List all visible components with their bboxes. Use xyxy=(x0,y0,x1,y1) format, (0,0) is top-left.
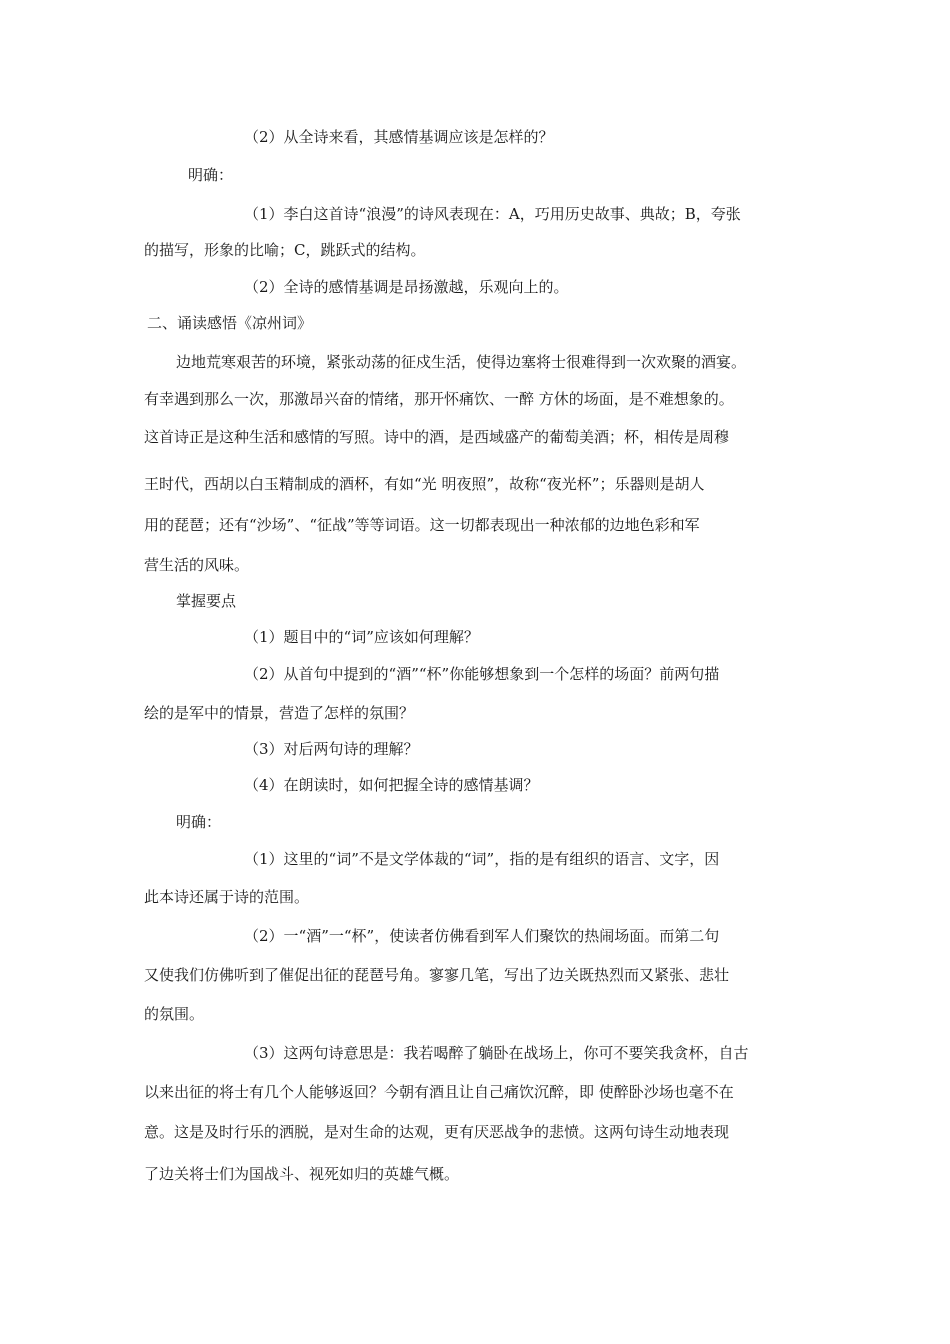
key-point-2: （2）从首句中提到的“酒”“杯”你能够想象到一个怎样的场面？前两句描 xyxy=(244,665,720,683)
paragraph-line: 有幸遇到那么一次，那激昂兴奋的情绪，那开怀痛饮、一醉 方休的场面，是不难想象的。 xyxy=(144,390,734,408)
answer-2-continued: 的氛围。 xyxy=(144,1005,205,1023)
key-point-3: （3）对后两句诗的理解？ xyxy=(244,740,419,758)
question-2-line: （2）从全诗来看，其感情基调应该是怎样的？ xyxy=(244,128,554,146)
key-point-1: （1）题目中的“词”应该如何理解？ xyxy=(244,628,479,646)
answer-1-line: （1）李白这首诗“浪漫”的诗风表现在：A，巧用历史故事、典故；B，夸张 xyxy=(244,205,741,223)
answer-3-continued: 了边关将士们为国战斗、视死如归的英雄气概。 xyxy=(144,1165,460,1183)
answer-1-line: （1）这里的“词”不是文学体裁的“词”，指的是有组织的语言、文字，因 xyxy=(244,850,720,868)
key-point-4: （4）在朗读时，如何把握全诗的感情基调？ xyxy=(244,776,539,794)
answer-1-continued: 此本诗还属于诗的范围。 xyxy=(144,888,310,906)
answer-2-continued: 又使我们仿佛听到了催促出征的琵琶号角。寥寥几笔，写出了边关既热烈而又紧张、悲壮 xyxy=(144,966,730,984)
answer-1-continued: 的描写，形象的比喻；C，跳跃式的结构。 xyxy=(144,241,426,259)
answer-2-line: （2）一“酒”一“杯”，使读者仿佛看到军人们聚饮的热闹场面。而第二句 xyxy=(244,927,720,945)
answer-3-continued: 以来出征的将士有几个人能够返回？今朝有酒且让自己痛饮沉醉，即 使醉卧沙场也毫不在 xyxy=(144,1083,734,1101)
answer-3-line: （3）这两句诗意思是：我若喝醉了躺卧在战场上，你可不要笑我贪杯，自古 xyxy=(244,1044,749,1062)
paragraph-line: 这首诗正是这种生活和感情的写照。诗中的酒，是西域盛产的葡萄美酒；杯，相传是周穆 xyxy=(144,428,730,446)
paragraph-line: 用的琵琶；还有“沙场”、“征战”等等词语。这一切都表现出一种浓郁的边地色彩和军 xyxy=(144,516,700,534)
paragraph-line: 营生活的风味。 xyxy=(144,556,250,574)
answer-2-line: （2）全诗的感情基调是昂扬激越，乐观向上的。 xyxy=(244,278,569,296)
section-heading: 二、诵读感悟《凉州词》 xyxy=(147,314,313,332)
paragraph-line: 王时代，西胡以白玉精制成的酒杯，有如“光 明夜照”，故称“夜光杯”；乐器则是胡人 xyxy=(144,475,705,493)
paragraph-line: 边地荒寒艰苦的环境，紧张动荡的征戍生活，使得边塞将士很难得到一次欢聚的酒宴。 xyxy=(176,353,747,371)
key-point-2-continued: 绘的是军中的情景，营造了怎样的氛围？ xyxy=(144,704,415,722)
key-points-heading: 掌握要点 xyxy=(176,592,237,610)
answer-3-continued: 意。这是及时行乐的洒脱，是对生命的达观，更有厌恶战争的悲愤。这两句诗生动地表现 xyxy=(144,1123,730,1141)
answer-label: 明确： xyxy=(176,813,222,831)
answer-label: 明确： xyxy=(188,166,234,184)
